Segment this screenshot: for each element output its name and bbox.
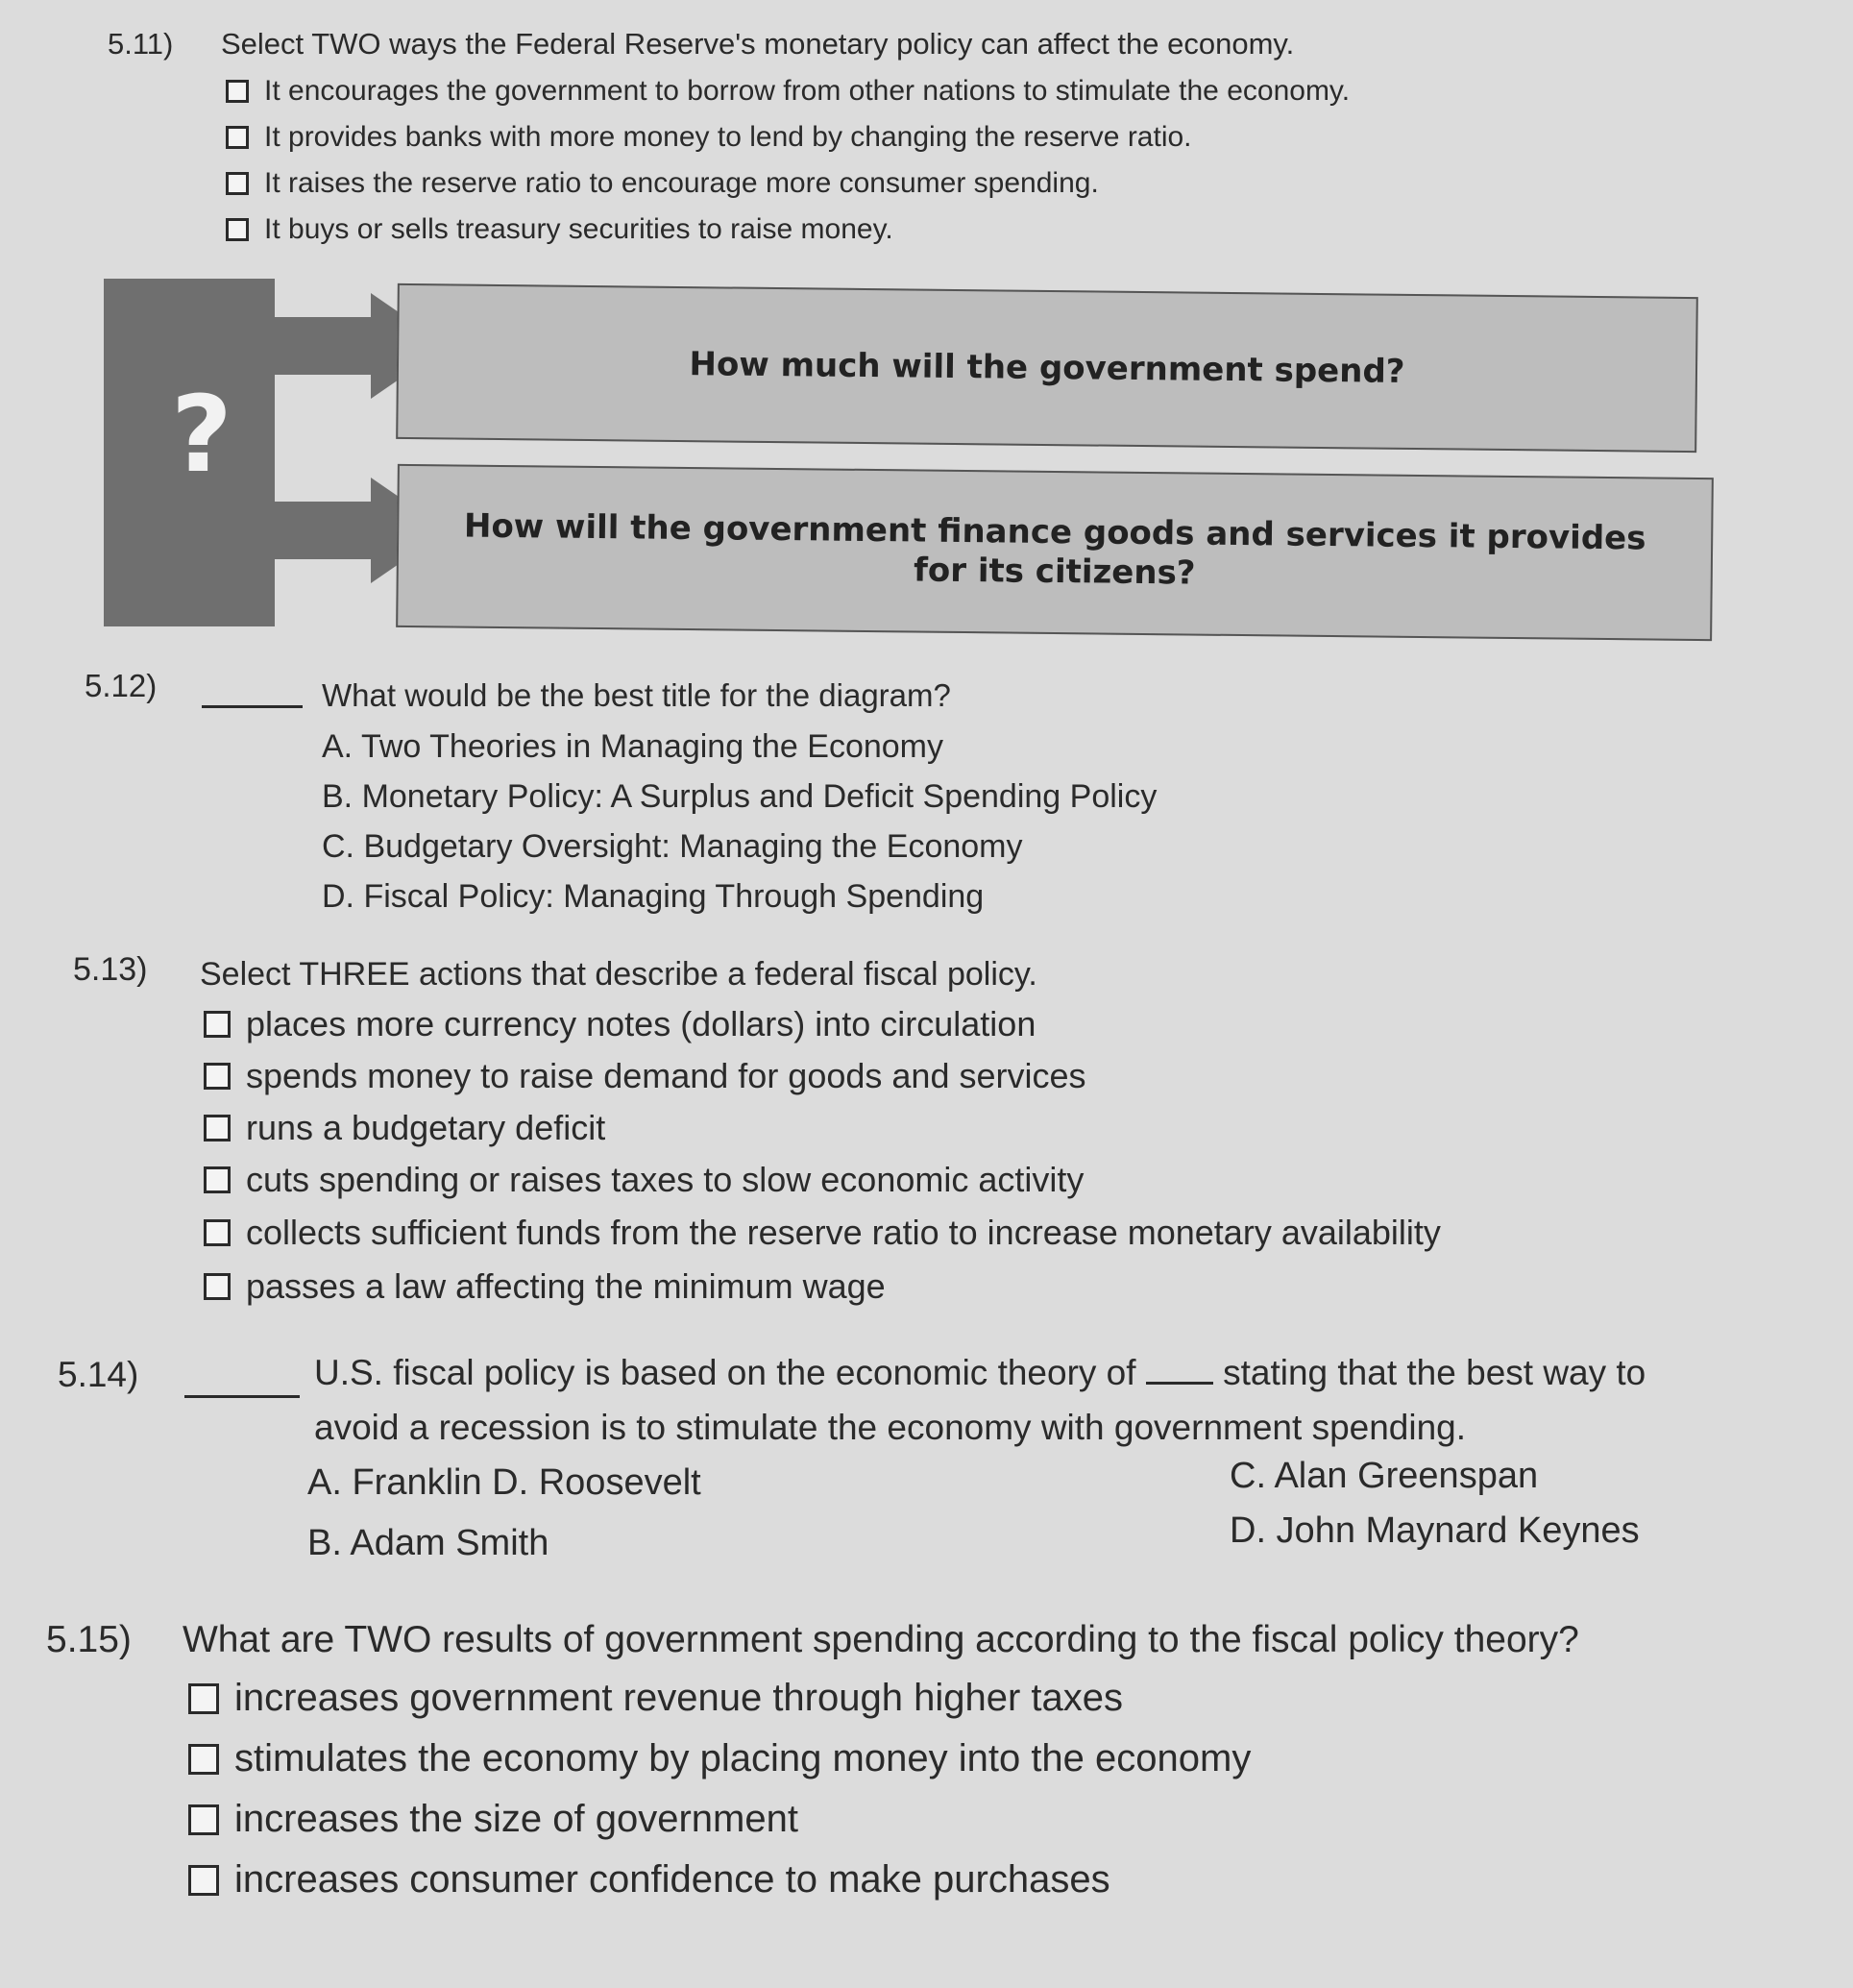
- answer-blank[interactable]: [202, 671, 303, 708]
- fiscal-policy-diagram: [104, 279, 1718, 663]
- option-label: increases consumer confidence to make purchases: [234, 1858, 1110, 1901]
- diagram-box-spending: [396, 283, 1698, 453]
- diagram-box-text: How will the government finance goods and services it provides for its citizens?: [463, 506, 1646, 593]
- choice-option[interactable]: [322, 728, 943, 766]
- question-number: 5.14): [58, 1355, 139, 1394]
- option-label: runs a budgetary deficit: [246, 1108, 606, 1147]
- checkbox-option[interactable]: [226, 213, 893, 246]
- checkbox-option[interactable]: [204, 1108, 605, 1148]
- checkbox-option[interactable]: [188, 1737, 1251, 1780]
- prompt-part1: U.S. fiscal policy is based on the economic theory of: [314, 1353, 1136, 1392]
- option-label: It raises the reserve ratio to encourage more consumer spending.: [264, 167, 1099, 199]
- option-label: D. Fiscal Policy: Managing Through Spending: [322, 878, 985, 915]
- checkbox-option[interactable]: [204, 1004, 1036, 1044]
- checkbox-option[interactable]: [188, 1798, 798, 1841]
- checkbox-option[interactable]: [188, 1677, 1123, 1720]
- option-label: A. Franklin D. Roosevelt: [307, 1462, 701, 1503]
- checkbox[interactable]: [204, 1011, 231, 1038]
- checkbox-option[interactable]: [226, 167, 1099, 200]
- option-label: It encourages the government to borrow from other nations to stimulate the economy.: [264, 75, 1351, 107]
- question-prompt: What would be the best title for the diagram?: [322, 677, 951, 713]
- question-prompt: Select TWO ways the Federal Reserve's monetary policy can affect the economy.: [221, 27, 1295, 61]
- option-label: It buys or sells treasury securities to raise money.: [264, 213, 893, 245]
- checkbox-option[interactable]: [204, 1266, 886, 1307]
- option-label: increases government revenue through higher taxes: [234, 1677, 1123, 1719]
- checkbox[interactable]: [188, 1744, 219, 1775]
- inline-blank[interactable]: [1146, 1353, 1213, 1385]
- checkbox[interactable]: [188, 1804, 219, 1835]
- option-label: D. John Maynard Keynes: [1230, 1510, 1640, 1551]
- option-label: increases the size of government: [234, 1798, 798, 1840]
- checkbox[interactable]: [188, 1683, 219, 1714]
- arrow-shaft-top: [275, 317, 371, 375]
- checkbox[interactable]: [226, 80, 249, 103]
- option-label: A. Two Theories in Managing the Economy: [322, 728, 943, 765]
- prompt-part2: stating that the best way to: [1223, 1353, 1646, 1392]
- choice-option[interactable]: [322, 878, 984, 916]
- option-label: cuts spending or raises taxes to slow economic activity: [246, 1160, 1085, 1199]
- option-label: places more currency notes (dollars) into circulation: [246, 1004, 1036, 1043]
- diagram-box-text: How much will the government spend?: [689, 345, 1405, 391]
- checkbox-option[interactable]: [204, 1056, 1086, 1096]
- choice-option[interactable]: [322, 828, 1023, 866]
- option-label: stimulates the economy by placing money into the economy: [234, 1737, 1252, 1779]
- checkbox-option[interactable]: [204, 1213, 1441, 1253]
- choice-option-c[interactable]: [1230, 1456, 1538, 1497]
- option-label: C. Alan Greenspan: [1230, 1456, 1539, 1496]
- option-label: B. Monetary Policy: A Surplus and Deficit Spending Policy: [322, 778, 1158, 815]
- option-label: B. Adam Smith: [307, 1523, 549, 1563]
- question-block: [104, 279, 275, 626]
- option-label: collects sufficient funds from the reserve ratio to increase monetary availability: [246, 1213, 1441, 1252]
- question-number: 5.11): [108, 27, 174, 61]
- checkbox[interactable]: [226, 126, 249, 149]
- diagram-box-financing: [396, 464, 1714, 641]
- checkbox[interactable]: [204, 1273, 231, 1300]
- choice-option-b[interactable]: [307, 1523, 549, 1564]
- checkbox-option[interactable]: [226, 121, 1192, 154]
- checkbox[interactable]: [204, 1115, 231, 1141]
- answer-blank[interactable]: [184, 1355, 300, 1398]
- checkbox[interactable]: [204, 1063, 231, 1090]
- checkbox-option[interactable]: [188, 1858, 1110, 1902]
- checkbox-option[interactable]: [226, 75, 1350, 108]
- checkbox-option[interactable]: [204, 1160, 1084, 1200]
- question-prompt-line2: avoid a recession is to stimulate the economy with government spending.: [314, 1408, 1467, 1447]
- arrow-shaft-bottom: [275, 502, 371, 559]
- question-number: 5.13): [73, 951, 148, 988]
- question-number: 5.15): [46, 1619, 132, 1660]
- choice-option[interactable]: [322, 778, 1157, 816]
- choice-option-d[interactable]: [1230, 1510, 1640, 1552]
- checkbox[interactable]: [226, 218, 249, 241]
- checkbox[interactable]: [188, 1865, 219, 1896]
- option-label: C. Budgetary Oversight: Managing the Economy: [322, 828, 1023, 865]
- question-prompt: Select THREE actions that describe a federal fiscal policy.: [200, 956, 1037, 993]
- option-label: It provides banks with more money to lend by changing the reserve ratio.: [264, 121, 1192, 153]
- question-mark-icon: ?: [171, 373, 232, 496]
- option-label: passes a law affecting the minimum wage: [246, 1266, 886, 1306]
- option-label: spends money to raise demand for goods and services: [246, 1056, 1086, 1095]
- checkbox[interactable]: [204, 1219, 231, 1246]
- choice-option-a[interactable]: [307, 1462, 701, 1504]
- question-number: 5.12): [85, 668, 158, 703]
- question-prompt-line1: [314, 1353, 1646, 1393]
- checkbox[interactable]: [226, 172, 249, 195]
- checkbox[interactable]: [204, 1166, 231, 1193]
- question-prompt: What are TWO results of government spending according to the fiscal policy theory?: [183, 1619, 1579, 1660]
